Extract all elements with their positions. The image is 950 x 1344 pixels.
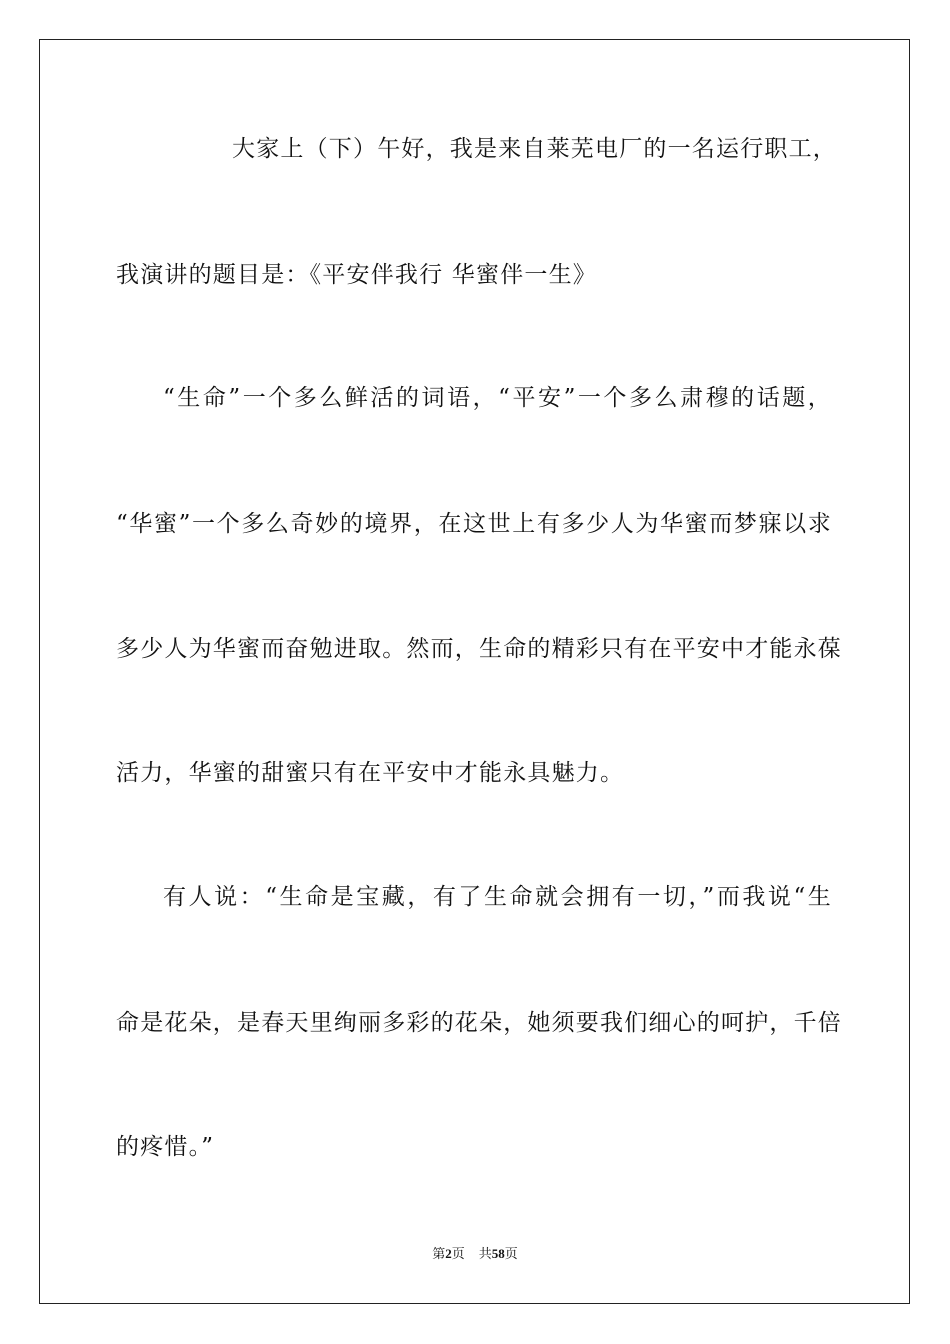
current-page-number: 2 [445, 1246, 452, 1261]
total-prefix: 共 [478, 1247, 492, 1262]
paragraph-line-3: “生命”一个多么鲜活的词语，“平安”一个多么肃穆的话题， [163, 385, 832, 411]
paragraph-line-9: 的疼惜。” [116, 1134, 215, 1160]
paragraph-line-7: 有人说：“生命是宝藏，有了生命就会拥有一切，”而我说“生 [163, 884, 832, 910]
paragraph-line-2: 我演讲的题目是：《平安伴我行 华蜜伴一生》 [116, 262, 598, 288]
page-prefix: 第 [432, 1247, 446, 1262]
page-frame [39, 39, 910, 1304]
total-page-count: 58 [491, 1246, 505, 1261]
page-suffix: 页 [451, 1247, 465, 1262]
paragraph-line-6: 活力，华蜜的甜蜜只有在平安中才能永具魅力。 [116, 760, 625, 786]
paragraph-line-5: 多少人为华蜜而奋勉进取。然而，生命的精彩只有在平安中才能永葆 [116, 636, 842, 662]
paragraph-line-1: 大家上（下）午好，我是来自莱芜电厂的一名运行职工， [232, 136, 837, 162]
paragraph-line-8: 命是花朵，是春天里绚丽多彩的花朵，她须要我们细心的呵护，千倍 [116, 1010, 842, 1036]
paragraph-line-4: “华蜜”一个多么奇妙的境界，在这世上有多少人为华蜜而梦寐以求 [116, 511, 832, 537]
total-suffix: 页 [504, 1247, 518, 1262]
page-footer [0, 1245, 950, 1264]
